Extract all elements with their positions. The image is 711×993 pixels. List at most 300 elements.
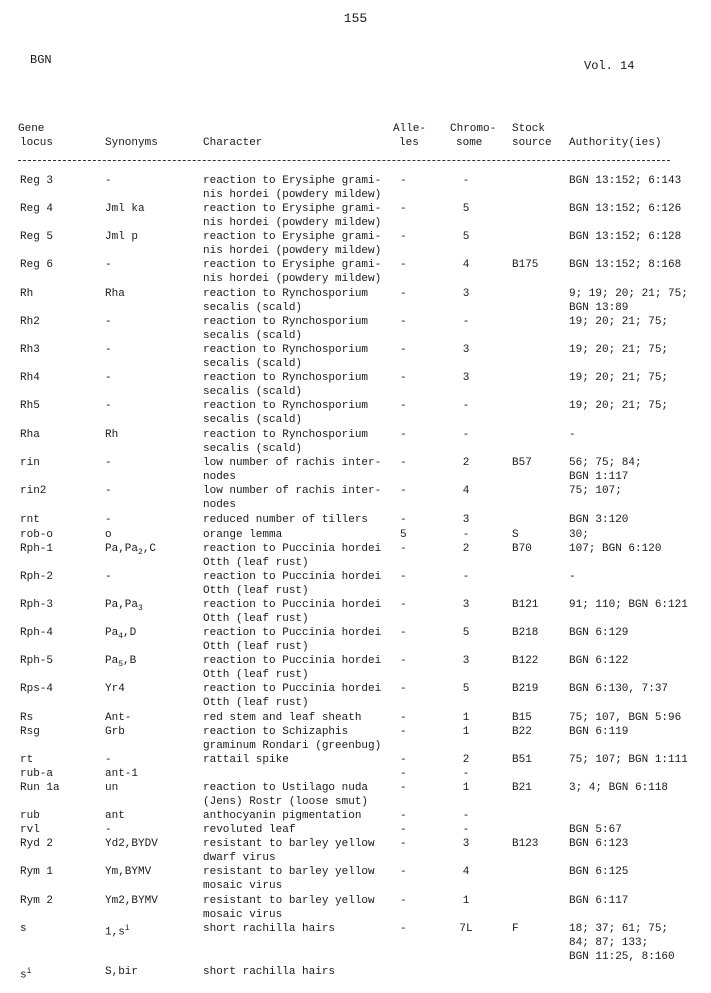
chromosome: -	[462, 768, 470, 780]
character	[203, 570, 381, 598]
chromosome: 3	[462, 655, 470, 667]
gene-locus: Rph-2	[20, 571, 54, 583]
gene-locus: Rh2	[20, 316, 40, 328]
synonyms	[105, 542, 156, 560]
gene-locus-text: s	[20, 969, 27, 982]
synonyms: -	[105, 344, 112, 356]
synonyms-sup: i	[124, 924, 130, 933]
character-line: reaction to Rynchosporium	[203, 344, 369, 356]
character	[203, 428, 368, 456]
gene-locus: Reg 6	[20, 259, 54, 271]
table-row	[0, 287, 711, 315]
character-line: reaction to Erysiphe grami-	[203, 175, 382, 187]
synonyms-text-after: ,C	[142, 543, 157, 555]
synonyms: -	[105, 457, 112, 469]
character-line: reaction to Ustilago nuda	[203, 782, 369, 794]
gene-locus: Rha	[20, 429, 40, 441]
authority	[569, 894, 628, 908]
authority-line: 30;	[569, 529, 589, 541]
table-row	[0, 598, 711, 626]
table-row	[0, 399, 711, 427]
authority	[569, 287, 688, 315]
authority-line: BGN 11:25, 8:160	[569, 951, 675, 963]
character	[203, 258, 381, 286]
authority-line: BGN 13:89	[569, 302, 629, 314]
alleles: -	[400, 429, 407, 441]
alleles: -	[400, 543, 407, 555]
synonyms-text-after: ,B	[123, 655, 137, 667]
stock-source: B121	[512, 599, 539, 611]
chromosome: -	[462, 175, 470, 187]
authority	[569, 865, 628, 879]
synonyms: -	[105, 824, 112, 836]
synonyms: -	[105, 754, 112, 766]
header-alleles-1: Alle-	[393, 123, 427, 135]
synonyms: -	[105, 514, 112, 526]
authority-line: BGN 13:152; 8:168	[569, 259, 682, 271]
authority-line: 75; 107;	[569, 485, 622, 497]
alleles: -	[400, 259, 407, 271]
chromosome: 2	[462, 754, 470, 766]
header-alleles-2: les	[399, 137, 419, 149]
synonyms: -	[105, 571, 112, 583]
synonyms-text: Pa,Pa	[105, 543, 139, 555]
character-line: reaction to Rynchosporium	[203, 400, 369, 412]
gene-locus: Rh3	[20, 344, 40, 356]
chromosome: 5	[462, 683, 470, 695]
table-row	[0, 725, 711, 753]
chromosome: 1	[462, 782, 470, 794]
gene-locus: rub-a	[20, 768, 54, 780]
stock-source: B175	[512, 259, 539, 271]
synonyms: Rha	[105, 288, 125, 300]
character	[203, 598, 381, 626]
character-line: secalis (scald)	[203, 414, 303, 426]
authority-line: 19; 20; 21; 75;	[569, 316, 669, 328]
synonyms: Yr4	[105, 683, 125, 695]
stock-source: B22	[512, 726, 532, 738]
alleles: -	[400, 514, 407, 526]
header-gene-1: Gene	[18, 123, 45, 135]
chromosome: 5	[462, 231, 470, 243]
chromosome: -	[462, 429, 470, 441]
authority-line: BGN 6:119	[569, 726, 629, 738]
gene-locus: s	[20, 923, 27, 935]
character	[203, 484, 381, 512]
character-line: reaction to Puccinia hordei	[203, 543, 382, 555]
authority-line: BGN 6:125	[569, 866, 629, 878]
character-line: Otth (leaf rust)	[203, 641, 309, 653]
gene-locus: Reg 5	[20, 231, 54, 243]
authority-line: 9; 19; 20; 21; 75;	[569, 288, 688, 300]
character	[203, 781, 368, 809]
synonyms: Ant-	[105, 712, 132, 724]
synonyms: -	[105, 372, 112, 384]
chromosome: 4	[462, 485, 470, 497]
authority-line: 84; 87; 133;	[569, 937, 649, 949]
character-line: orange lemma	[203, 529, 283, 541]
authority-line: 91; 110; BGN 6:121	[569, 599, 688, 611]
authority	[569, 626, 628, 640]
synonyms-text-after: ,D	[123, 627, 137, 639]
character	[203, 202, 381, 230]
character-line: anthocyanin pigmentation	[203, 810, 362, 822]
table-row	[0, 894, 711, 922]
synonyms: Yd2,BYDV	[105, 838, 158, 850]
character-line: reaction to Puccinia hordei	[203, 571, 382, 583]
authority	[569, 513, 628, 527]
alleles: -	[400, 485, 407, 497]
synonyms	[105, 654, 136, 672]
chromosome: -	[462, 529, 470, 541]
synonyms: -	[105, 485, 112, 497]
character-line: reduced number of tillers	[203, 514, 369, 526]
gene-locus: Run 1a	[20, 782, 60, 794]
alleles: -	[400, 683, 407, 695]
character-line: reaction to Erysiphe grami-	[203, 259, 382, 271]
authority-line: 18; 37; 61; 75;	[569, 923, 669, 935]
character	[203, 837, 375, 865]
header-authority: Authority(ies)	[569, 137, 662, 149]
authority	[569, 202, 681, 216]
character-line: Otth (leaf rust)	[203, 669, 309, 681]
character	[203, 399, 368, 427]
alleles: -	[400, 400, 407, 412]
chromosome: -	[462, 316, 470, 328]
synonyms: Jml ka	[105, 203, 145, 215]
stock-source: S	[512, 529, 519, 541]
authority	[569, 456, 642, 484]
gene-locus-sup: i	[26, 967, 32, 976]
stock-source: F	[512, 923, 519, 935]
chromosome: -	[462, 810, 470, 822]
character	[203, 965, 335, 979]
synonyms	[105, 626, 136, 644]
alleles: -	[400, 599, 407, 611]
synonyms: Ym,BYMV	[105, 866, 152, 878]
gene-locus: Rps-4	[20, 683, 54, 695]
character-line: nodes	[203, 471, 237, 483]
character	[203, 654, 381, 682]
character	[203, 230, 381, 258]
character-line: low number of rachis inter-	[203, 457, 382, 469]
table-row	[0, 428, 711, 456]
gene-locus: Rh	[20, 288, 34, 300]
authority-line: -	[569, 429, 576, 441]
authority	[569, 174, 681, 188]
character	[203, 922, 335, 936]
character	[203, 542, 381, 570]
authority-line: 19; 20; 21; 75;	[569, 344, 669, 356]
character	[203, 315, 368, 343]
synonyms: -	[105, 259, 112, 271]
gene-locus: rnt	[20, 514, 40, 526]
table-row	[0, 865, 711, 893]
gene-locus: Rph-4	[20, 627, 54, 639]
character	[203, 371, 368, 399]
character-line: dwarf virus	[203, 852, 276, 864]
alleles: -	[400, 866, 407, 878]
character-line: revoluted leaf	[203, 824, 296, 836]
authority	[569, 528, 589, 542]
authority-line: BGN 6:117	[569, 895, 629, 907]
gene-locus: Rym 2	[20, 895, 54, 907]
character-line: (Jens) Rostr (loose smut)	[203, 796, 369, 808]
gene-locus: Rph-3	[20, 599, 54, 611]
chromosome: 3	[462, 514, 470, 526]
synonyms: un	[105, 782, 119, 794]
table-row	[0, 371, 711, 399]
character	[203, 513, 368, 527]
gene-locus: rin	[20, 457, 40, 469]
table-row	[0, 315, 711, 343]
synonyms: Ym2,BYMV	[105, 895, 158, 907]
authority-line: BGN 6:130, 7:37	[569, 683, 669, 695]
character-line: rattail spike	[203, 754, 289, 766]
header-gene-2: locus	[20, 137, 54, 149]
gene-locus: Rph-1	[20, 543, 54, 555]
character-line: secalis (scald)	[203, 330, 303, 342]
alleles: -	[400, 231, 407, 243]
table-row	[0, 922, 711, 963]
table-row	[0, 542, 711, 570]
character-line: reaction to Puccinia hordei	[203, 627, 382, 639]
character	[203, 823, 295, 837]
volume-label: Vol. 14	[584, 59, 635, 73]
character-line: nis hordei (powdery mildew)	[203, 273, 382, 285]
chromosome: -	[462, 824, 470, 836]
character-line: secalis (scald)	[203, 302, 303, 314]
alleles: -	[400, 571, 407, 583]
alleles: 5	[400, 529, 407, 541]
page-number: 155	[343, 11, 368, 26]
synonyms-sub: 2	[138, 548, 143, 558]
authority	[569, 399, 668, 413]
header-stock-1: Stock	[512, 123, 546, 135]
header-synonyms: Synonyms	[105, 137, 158, 149]
alleles: -	[400, 655, 407, 667]
stock-source: B21	[512, 782, 532, 794]
character	[203, 865, 375, 893]
table-row	[0, 837, 711, 865]
chromosome: 1	[462, 726, 470, 738]
header-chromo-2: some	[456, 137, 483, 149]
authority	[569, 837, 628, 851]
authority	[569, 725, 628, 739]
chromosome: 3	[462, 288, 470, 300]
gene-locus: rob-o	[20, 529, 54, 541]
alleles: -	[400, 203, 407, 215]
alleles: -	[400, 754, 407, 766]
alleles: -	[400, 344, 407, 356]
synonyms-text: Pa,Pa	[105, 599, 139, 611]
alleles: -	[400, 175, 407, 187]
character-line: reaction to Rynchosporium	[203, 372, 369, 384]
authority	[569, 230, 681, 244]
alleles: -	[400, 372, 407, 384]
character	[203, 456, 381, 484]
chromosome: 5	[462, 627, 470, 639]
gene-locus: Rym 1	[20, 866, 54, 878]
synonyms: ant-1	[105, 768, 139, 780]
authority-line: BGN 6:129	[569, 627, 629, 639]
character	[203, 809, 361, 823]
table-row	[0, 965, 711, 993]
character-line: red stem and leaf sheath	[203, 712, 362, 724]
chromosome: 2	[462, 457, 470, 469]
authority-line: 75; 107, BGN 5:96	[569, 712, 682, 724]
chromosome: 7L	[459, 923, 473, 935]
character-line: reaction to Schizaphis	[203, 726, 349, 738]
table-row	[0, 484, 711, 512]
character	[203, 626, 381, 654]
authority	[569, 823, 622, 837]
table-row	[0, 570, 711, 598]
table-row	[0, 682, 711, 710]
character	[203, 528, 282, 542]
character-line: secalis (scald)	[203, 443, 303, 455]
character-line: reaction to Erysiphe grami-	[203, 231, 382, 243]
synonyms: -	[105, 316, 112, 328]
character-line: secalis (scald)	[203, 358, 303, 370]
character-line: reaction to Puccinia hordei	[203, 655, 382, 667]
authority	[569, 781, 668, 795]
table-row	[0, 230, 711, 258]
authority-line: 75; 107; BGN 1:111	[569, 754, 688, 766]
stock-source: B51	[512, 754, 532, 766]
synonyms: Jml p	[105, 231, 139, 243]
table-row	[0, 654, 711, 682]
character-line: reaction to Rynchosporium	[203, 288, 369, 300]
chromosome: -	[462, 571, 470, 583]
authority-line: BGN 5:67	[569, 824, 622, 836]
gene-locus: Reg 3	[20, 175, 54, 187]
gene-locus: Ryd 2	[20, 838, 54, 850]
character	[203, 711, 361, 725]
synonyms: Grb	[105, 726, 125, 738]
alleles: -	[400, 457, 407, 469]
gene-locus: rin2	[20, 485, 47, 497]
table-row	[0, 202, 711, 230]
character-line: reaction to Puccinia hordei	[203, 683, 382, 695]
authority-line: BGN 13:152; 6:143	[569, 175, 682, 187]
synonyms: S,bir	[105, 966, 139, 978]
stock-source: B122	[512, 655, 539, 667]
character-line: graminum Rondari (greenbug)	[203, 740, 382, 752]
gene-locus: rvl	[20, 824, 40, 836]
authority	[569, 428, 576, 442]
table-row	[0, 258, 711, 286]
alleles: -	[400, 824, 407, 836]
chromosome: 1	[462, 895, 470, 907]
alleles: -	[400, 768, 407, 780]
chromosome: 3	[462, 599, 470, 611]
authority-line: BGN 13:152; 6:126	[569, 203, 682, 215]
authority-line: BGN 6:122	[569, 655, 629, 667]
gene-locus: rub	[20, 810, 40, 822]
character-line: reaction to Puccinia hordei	[203, 599, 382, 611]
character	[203, 287, 368, 315]
authority-line: 56; 75; 84;	[569, 457, 642, 469]
table-row	[0, 626, 711, 654]
gene-locus: rt	[20, 754, 34, 766]
gene-locus: Rh4	[20, 372, 40, 384]
character-line: low number of rachis inter-	[203, 485, 382, 497]
authority	[569, 682, 668, 696]
stock-source: B15	[512, 712, 532, 724]
authority-line: -	[569, 571, 576, 583]
gene-locus: Rs	[20, 712, 34, 724]
chromosome: 3	[462, 838, 470, 850]
alleles: -	[400, 838, 407, 850]
character-line: resistant to barley yellow	[203, 895, 375, 907]
authority	[569, 315, 668, 329]
authority	[569, 542, 661, 556]
gene-locus: Rh5	[20, 400, 40, 412]
chromosome: 3	[462, 372, 470, 384]
synonyms: Rh	[105, 429, 119, 441]
synonyms-text: 1,s	[105, 926, 125, 939]
authority	[569, 484, 622, 498]
synonyms-sub: 4	[118, 632, 124, 642]
synonyms-sub: 3	[138, 604, 143, 614]
synonyms: ant	[105, 810, 125, 822]
synonyms: o	[105, 529, 112, 541]
character	[203, 894, 375, 922]
character	[203, 682, 381, 710]
authority	[569, 570, 576, 584]
chromosome: 4	[462, 866, 470, 878]
alleles: -	[400, 726, 407, 738]
authority-line: BGN 6:123	[569, 838, 629, 850]
table-row	[0, 343, 711, 371]
gene-locus	[20, 965, 31, 983]
character-line: resistant to barley yellow	[203, 866, 375, 878]
stock-source: B218	[512, 627, 539, 639]
table-row	[0, 456, 711, 484]
character	[203, 753, 289, 767]
authority	[569, 598, 688, 612]
character-line: nodes	[203, 499, 237, 511]
character-line: nis hordei (powdery mildew)	[203, 217, 382, 229]
header-character: Character	[203, 137, 263, 149]
synonyms: -	[105, 175, 112, 187]
gene-locus: Rph-5	[20, 655, 54, 667]
header-chromo-1: Chromo-	[450, 123, 497, 135]
character-line: nis hordei (powdery mildew)	[203, 245, 382, 257]
chromosome: 3	[462, 344, 470, 356]
table-row	[0, 174, 711, 202]
character-line: short rachilla hairs	[203, 966, 336, 978]
alleles: -	[400, 316, 407, 328]
authority	[569, 371, 668, 385]
header-rule	[18, 160, 670, 161]
chromosome: 4	[462, 259, 470, 271]
alleles: -	[400, 782, 407, 794]
character-line: resistant to barley yellow	[203, 838, 375, 850]
alleles: -	[400, 627, 407, 639]
character	[203, 174, 381, 202]
character	[203, 725, 381, 753]
chromosome: -	[462, 400, 470, 412]
synonyms-text: Pa	[105, 655, 119, 667]
character-line: reaction to Rynchosporium	[203, 429, 369, 441]
series-code: BGN	[30, 53, 52, 67]
authority-line: BGN 13:152; 6:128	[569, 231, 682, 243]
gene-locus: Rsg	[20, 726, 40, 738]
stock-source: B219	[512, 683, 539, 695]
authority	[569, 258, 681, 272]
